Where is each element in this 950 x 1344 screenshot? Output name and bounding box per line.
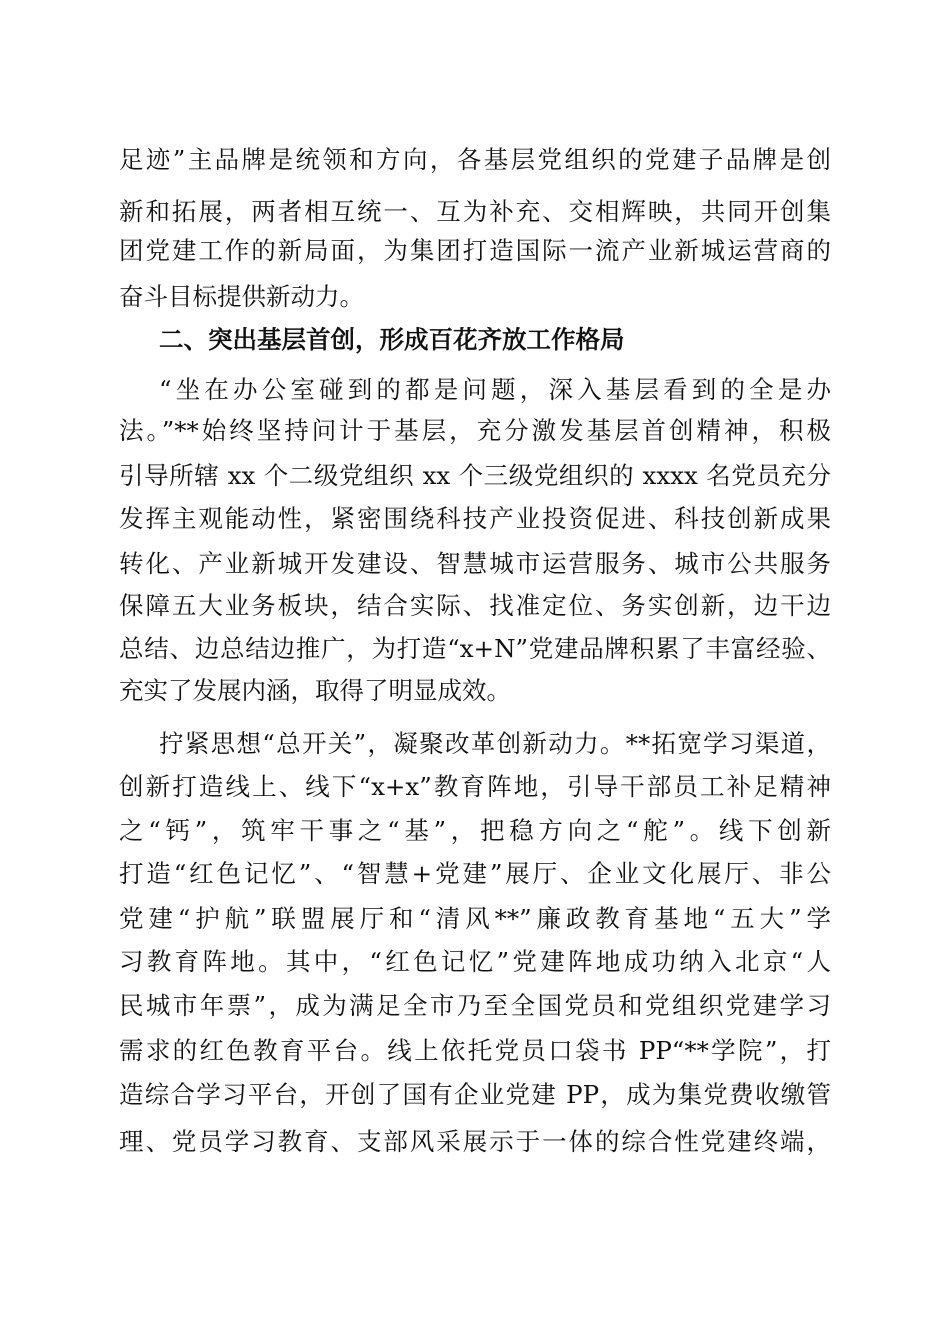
paragraph-3-line-2: 创新打造线上、线下“x+x”教育阵地，引导干部员工补足精神: [119, 772, 831, 801]
paragraph-1-line-1: 足迹”主品牌是统领和方向，各基层党组织的党建子品牌是创: [119, 145, 831, 174]
paragraph-2-line-6: 保障五大业务板块，结合实际、找准定位、务实创新，边干边: [119, 591, 831, 620]
paragraph-3-line-9: 造综合学习平台，开创了国有企业党建 PP，成为集党费收缴管: [119, 1080, 831, 1109]
paragraph-1-line-3: 团党建工作的新局面，为集团打造国际一流产业新城运营商的: [119, 236, 831, 265]
paragraph-2-line-8: 充实了发展内涵，取得了明显成效。: [119, 676, 511, 705]
paragraph-3-line-4: 打造“红色记忆”、“智慧+党建”展厅、企业文化展厅、非公: [119, 859, 831, 888]
paragraph-2-line-2: 法。”**始终坚持问计于基层，充分激发基层首创精神，积极: [119, 416, 831, 445]
paragraph-2-line-1: “坐在办公室碰到的都是问题，深入基层看到的全是办: [159, 375, 831, 404]
section-heading: 二、突出基层首创，形成百花齐放工作格局: [159, 325, 625, 354]
paragraph-2-line-4: 发挥主观能动性，紧密围绕科技产业投资促进、科技创新成果: [119, 504, 831, 533]
paragraph-3-line-6: 习教育阵地。其中，“红色记忆”党建阵地成功纳入北京“人: [119, 947, 831, 976]
paragraph-3-line-10: 理、党员学习教育、支部风采展示于一体的综合性党建终端，: [119, 1127, 831, 1156]
paragraph-1-line-2: 新和拓展，两者相互统一、互为补充、交相辉映，共同开创集: [119, 197, 831, 226]
paragraph-3-line-5: 党建“护航”联盟展厅和“清风**”廉政教育基地“五大”学: [119, 904, 831, 933]
paragraph-2-line-5: 转化、产业新城开发建设、智慧城市运营服务、城市公共服务: [119, 549, 831, 578]
paragraph-3-line-7: 民城市年票”，成为满足全市乃至全国党员和党组织党建学习: [119, 991, 831, 1020]
paragraph-3-line-8: 需求的红色教育平台。线上依托党员口袋书 PP“**学院”，打: [119, 1036, 831, 1065]
paragraph-3-line-3: 之“钙”，筑牢干事之“基”，把稳方向之“舵”。线下创新: [119, 816, 831, 845]
paragraph-2-line-7: 总结、边总结边推广，为打造“x+N”党建品牌积累了丰富经验、: [119, 634, 831, 663]
paragraph-3-line-1: 拧紧思想“总开关”，凝聚改革创新动力。**拓宽学习渠道，: [159, 729, 831, 758]
paragraph-1-line-4: 奋斗目标提供新动力。: [119, 282, 364, 311]
paragraph-2-line-3: 引导所辖 xx 个二级党组织 xx 个三级党组织的 xxxx 名党员充分: [119, 461, 831, 490]
